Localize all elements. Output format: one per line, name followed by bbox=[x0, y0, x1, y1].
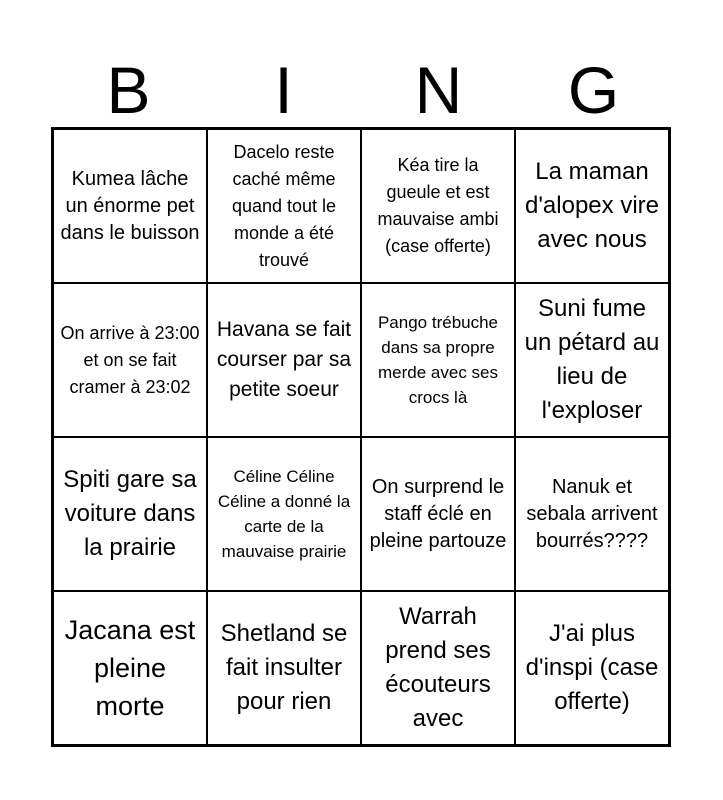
bingo-cell[interactable]: On surprend le staff éclé en pleine partouze bbox=[361, 437, 515, 591]
bingo-cell[interactable]: Nanuk et sebala arrivent bourrés???? bbox=[515, 437, 669, 591]
bingo-cell[interactable]: Dacelo reste caché même quand tout le monde a été trouvé bbox=[207, 129, 361, 283]
bingo-cell[interactable]: Shetland se fait insulter pour rien bbox=[207, 591, 361, 745]
bingo-grid bbox=[51, 127, 671, 747]
bingo-cell[interactable]: Havana se fait courser par sa petite soeur bbox=[207, 283, 361, 437]
bingo-cell[interactable]: Suni fume un pétard au lieu de l'exploser bbox=[515, 283, 669, 437]
bingo-cell[interactable]: Jacana est pleine morte bbox=[53, 591, 207, 745]
bingo-cell[interactable]: Kumea lâche un énorme pet dans le buisson bbox=[53, 129, 207, 283]
bingo-cell[interactable]: J'ai plus d'inspi (case offerte) bbox=[515, 591, 669, 745]
header-letter-i: I bbox=[274, 53, 293, 127]
bingo-cell[interactable]: Warrah prend ses écouteurs avec bbox=[361, 591, 515, 745]
header-letter-g: G bbox=[567, 53, 620, 127]
bingo-header bbox=[51, 52, 671, 128]
bingo-cell[interactable]: La maman d'alopex vire avec nous bbox=[515, 129, 669, 283]
bingo-cell[interactable]: Céline Céline Céline a donné la carte de la mauvaise prairie bbox=[207, 437, 361, 591]
header-letter-b: B bbox=[106, 53, 151, 127]
bingo-cell[interactable]: Pango trébuche dans sa propre merde avec ses crocs là bbox=[361, 283, 515, 437]
bingo-cell[interactable]: On arrive à 23:00 et on se fait cramer à 23:02 bbox=[53, 283, 207, 437]
bingo-cell[interactable]: Kéa tire la gueule et est mauvaise ambi (case offerte) bbox=[361, 129, 515, 283]
bingo-cell[interactable]: Spiti gare sa voiture dans la prairie bbox=[53, 437, 207, 591]
header-letter-n: N bbox=[414, 53, 463, 127]
